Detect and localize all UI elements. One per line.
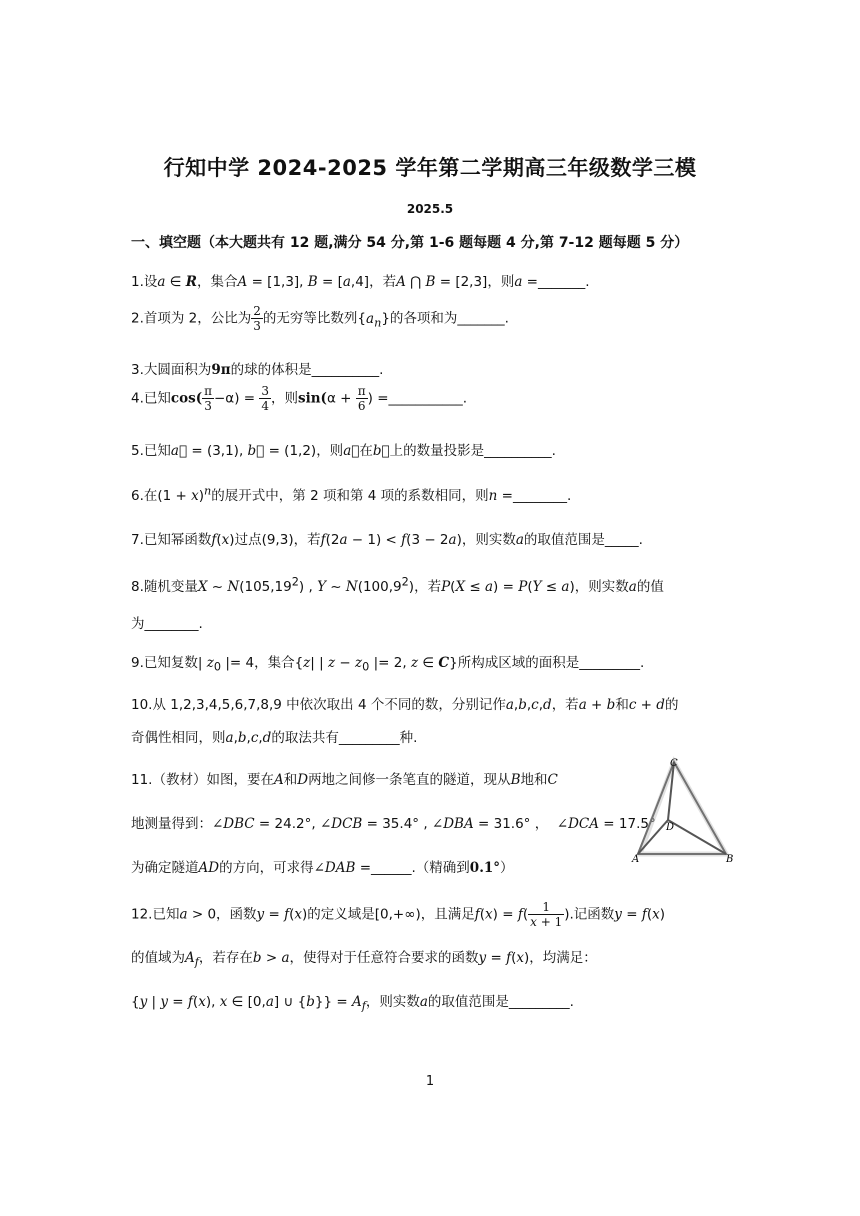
question-10: 10.从 1,2,3,4,5,6,7,8,9 中依次取出 4 个不同的数，分别记作a,b,c,d，若a + b和c + d的	[131, 697, 679, 713]
question-12-set: {y | y = f(x), x ∈ [0,a] ∪ $\{b\}\} = A_f$，则实数a的取值范围是_________.	[131, 994, 574, 1013]
question-8: 8.随机变量X ~ N(105,19$^2$) , Y ~ N(100,9$^2$)，若P(X ≤ a) = P(Y ≤ a)，则实数a的值	[131, 575, 664, 595]
label-a: A	[632, 854, 640, 864]
label-c: C	[670, 758, 678, 769]
question-10-cont: 奇偶性相同，则a,b,c,d的取法共有_________种.	[131, 730, 418, 746]
tunnel-figure	[630, 756, 740, 864]
question-12: 12.已知a > 0，函数y = f(x)的定义域是[0,+∞)，且满足f(x) = f( $\frac{1}{x + 1}$ ).记函数y = f(x)	[131, 900, 666, 929]
question-7: 7.已知幂函数f(x)过点(9,3)，若f(2a − 1) < f(3 − 2a)，则实数a的取值范围是_____.	[131, 532, 643, 548]
page-number: 1	[425, 1074, 435, 1089]
triangle-shadow	[640, 762, 726, 854]
question-5: 5.已知a⃗ = (3,1), b⃗ = (1,2)，则a⃗在b⃗上的数量投影是__________.	[131, 443, 556, 459]
label-d: D	[666, 822, 675, 833]
section-heading: 一、填空题（本大题共有 12 题,满分 54 分,第 1-6 题每题 4 分,第 7-12 题每题 5 分）	[131, 235, 689, 251]
question-9: 9.已知复数| $z_0$ |= 4，集合{z| | $z - z_0$ |= 2, z ∈ C}所构成区域的面积是_________.	[131, 655, 645, 674]
page-title: 行知中学 2024-2025 学年第二学期高三年级数学三模	[163, 156, 697, 180]
question-2: 2.首项为 2，公比为 $\frac{2}{3}$ 的无穷等比数列$\{a_n\}$的各项和为_______.	[131, 304, 509, 333]
question-11-measurements: 地测量得到：∠DBC = 24.2°, ∠DCB = 35.4° , ∠DBA = 31.6° ， ∠DCA = 17.5°	[131, 816, 656, 832]
question-8-cont: 为________.	[131, 616, 203, 632]
question-1: 1.设a ∈ R，集合A = [1,3], B = [a,4]，若A ⋂ B = [2,3]，则a =_______.	[131, 274, 590, 290]
question-12-cont: 的值域为$A_f$，若存在b > a，使得对于任意符合要求的函数y = f(x)，均满足：	[131, 950, 597, 969]
question-6: 6.在$(1 + x)^n$的展开式中，第 2 项和第 4 项的系数相同，则n =________.	[131, 484, 572, 504]
question-3: 3.大圆面积为9π的球的体积是__________.	[131, 362, 384, 378]
label-b: B	[726, 854, 734, 864]
question-11-cont: 为确定隧道AD的方向，可求得∠DAB =______.（精确到0.1°）	[131, 860, 514, 876]
exam-date: 2025.5	[406, 202, 454, 216]
question-4: 4.已知cos( $\frac{\pi}{3}$ −α) = $\frac{3}{4}$ ，则sin(α + $\frac{\pi}{6}$ ) =___________.	[131, 384, 468, 413]
question-11: 11.（教材）如图，要在A和D两地之间修一条笔直的隧道，现从B地和C	[131, 772, 558, 788]
